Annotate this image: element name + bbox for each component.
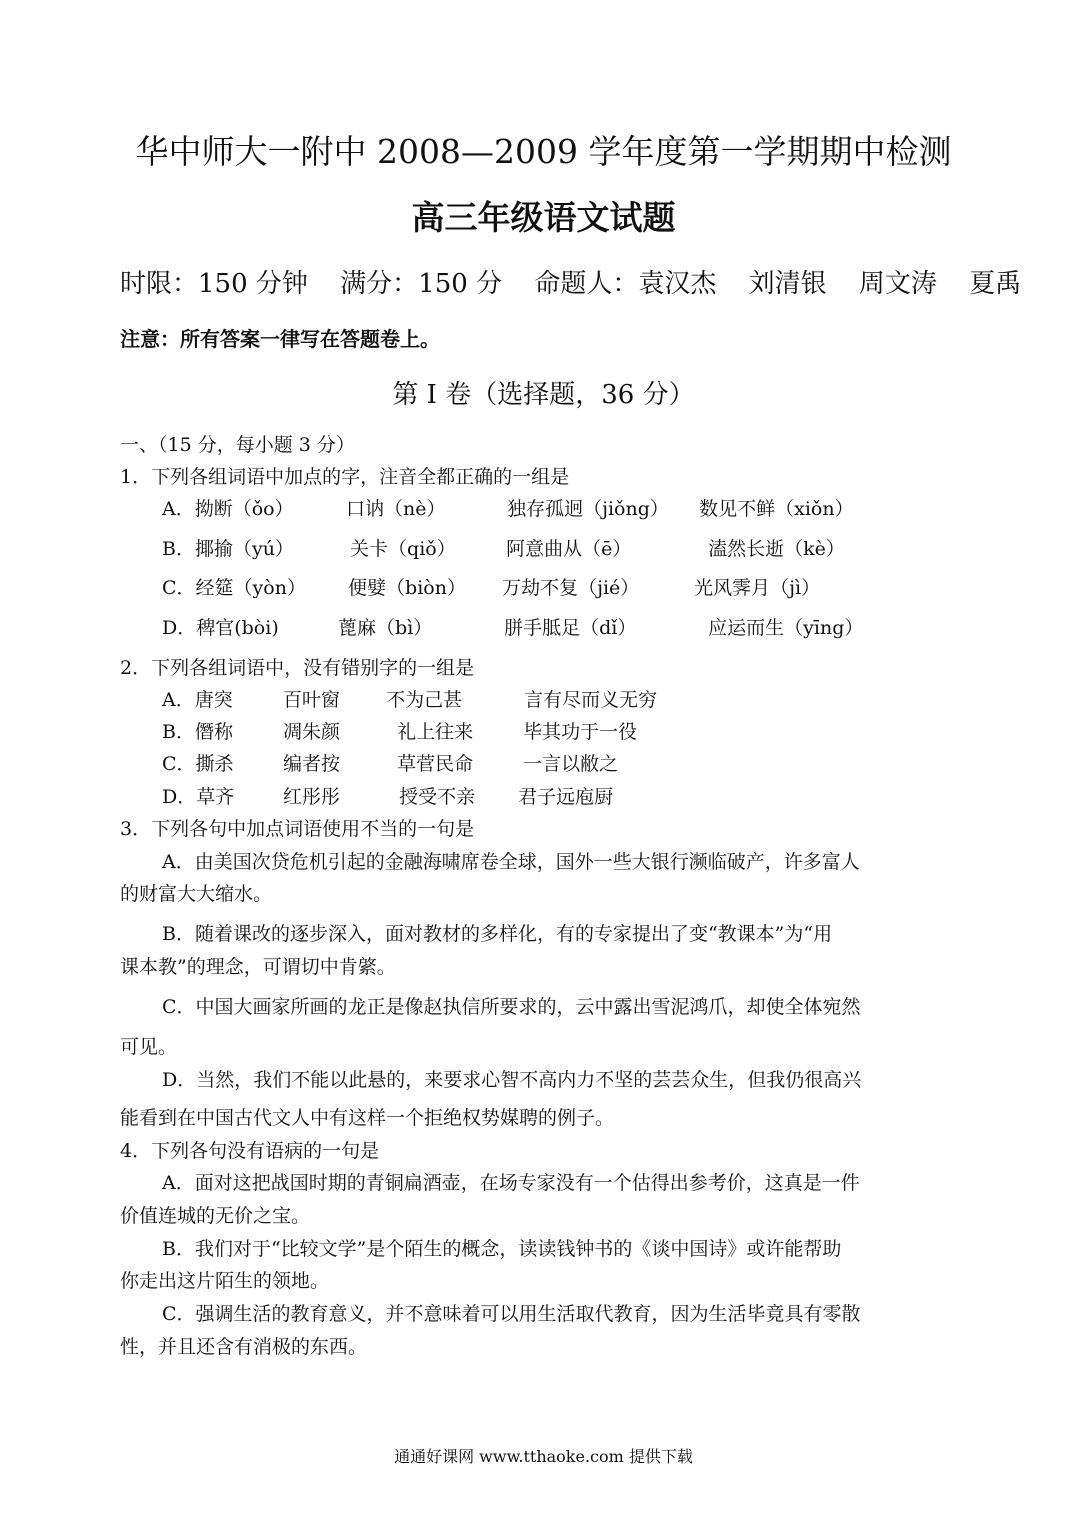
question-2-option-b [162, 719, 637, 745]
question-3-option-d-cont: 能看到在中国古代文人中有这样一个拒绝权势媒聘的例子。 [120, 1107, 615, 1129]
option-item: 编者按 [283, 753, 341, 775]
option-item: A．唐突 [162, 689, 233, 711]
question-2-option-a [162, 687, 657, 713]
question-2-option-c [162, 751, 618, 777]
answer-notice: 注意：所有答案一律写在答题卷上。 [120, 327, 440, 351]
author-name: 刘清银 [748, 269, 827, 299]
question-3-option-c-cont: 可见。 [120, 1036, 178, 1058]
option-item: 万劫不复（jié） [502, 577, 640, 599]
option-item: 草菅民命 [397, 753, 474, 775]
question-1-option-c [162, 575, 820, 601]
option-item: 蓖麻（bì） [338, 617, 433, 639]
question-4-option-b-cont: 你走出这片陌生的领地。 [120, 1270, 330, 1292]
question-4-stem: 4．下列各句没有语病的一句是 [120, 1140, 380, 1162]
option-item: 便嬖（biòn） [348, 577, 466, 599]
part-title: 第 I 卷（选择题，36 分） [392, 380, 695, 410]
option-item: 百叶窗 [283, 689, 341, 711]
question-1-option-a [162, 496, 854, 522]
time-limit: 时限：150 分钟 [120, 269, 308, 299]
option-item: 一言以敝之 [523, 753, 619, 775]
exam-subtitle: 高三年级语文试题 [411, 198, 676, 237]
option-item: 君子远庖厨 [518, 786, 614, 808]
question-3-option-a: A．由美国次贷危机引起的金融海啸席卷全球，国外一些大银行濒临破产，许多富人 [162, 851, 860, 873]
question-3-stem: 3．下列各句中加点词语使用不当的一句是 [120, 818, 475, 840]
option-item: 口讷（nè） [346, 498, 446, 520]
question-3-option-b: B．随着课改的逐步深入，面对教材的多样化，有的专家提出了变“教课本”为“用 [162, 923, 833, 945]
question-4-option-c: C．强调生活的教育意义，并不意味着可以用生活取代教育，因为生活毕竟具有零散 [162, 1303, 861, 1325]
option-item: B．揶揄（yú） [162, 538, 294, 560]
authors-label: 命题人：袁汉杰 [534, 269, 717, 299]
question-1-option-d [162, 615, 863, 641]
question-3-option-d: D．当然，我们不能以此悬的，来要求心智不高内力不坚的芸芸众生，但我仍很高兴 [162, 1069, 862, 1091]
option-item: 光风霁月（jì） [694, 577, 821, 599]
option-item: 凋朱颜 [283, 721, 341, 743]
exam-meta [120, 266, 1022, 302]
question-4-option-a: A．面对这把战国时期的青铜扁酒壶，在场专家没有一个估得出参考价，这真是一件 [162, 1172, 860, 1194]
option-item: C．经筵（yòn） [162, 577, 306, 599]
question-4-option-b: B．我们对于“比较文学”是个陌生的概念，读读钱钟书的《谈中国诗》或许能帮助 [162, 1238, 842, 1260]
option-item: 数见不鲜（xiǒn） [699, 498, 854, 520]
question-3-option-c: C．中国大画家所画的龙正是像赵执信所要求的，云中露出雪泥鸿爪，却使全体宛然 [162, 996, 861, 1018]
question-4-option-c-cont: 性，并且还含有消极的东西。 [120, 1336, 368, 1358]
option-item: 毕其功于一役 [523, 721, 638, 743]
question-2-stem: 2．下列各组词语中，没有错别字的一组是 [120, 657, 475, 679]
option-item: 关卡（qiǒ） [350, 538, 456, 560]
option-item: D．草齐 [162, 786, 235, 808]
question-1-stem: 1．下列各组词语中加点的字，注音全都正确的一组是 [120, 466, 570, 488]
option-item: 礼上往来 [397, 721, 474, 743]
question-1-option-b [162, 536, 845, 562]
question-3-option-b-cont: 课本教”的理念，可谓切中肯綮。 [120, 956, 396, 978]
option-item: 阿意曲从（ē） [506, 538, 632, 560]
question-2-option-d [162, 784, 613, 810]
author-name: 周文涛 [858, 269, 937, 299]
author-name: 夏禹 [969, 269, 1022, 299]
option-item: A．拗断（ǒo） [162, 498, 294, 520]
download-footer: 通通好课网 www.tthaoke.com 提供下载 [394, 1447, 693, 1466]
exam-title: 华中师大一附中 2008—2009 学年度第一学期期中检测 [135, 132, 952, 171]
option-item: 独存孤迥（jiǒng） [507, 498, 669, 520]
full-score: 满分：150 分 [340, 269, 503, 299]
option-item: 应运而生（yīng） [708, 617, 864, 639]
option-item: B．僭称 [162, 721, 233, 743]
option-item: 胼手胝足（dǐ） [504, 617, 637, 639]
option-item: C．撕杀 [162, 753, 234, 775]
option-item: 红彤彤 [283, 786, 341, 808]
section-heading: 一、（15 分，每小题 3 分） [120, 434, 355, 456]
option-item: D．稗官(bòi) [162, 617, 279, 639]
option-item: 授受不亲 [399, 786, 476, 808]
question-4-option-a-cont: 价值连城的无价之宝。 [120, 1205, 311, 1227]
option-item: 言有尽而义无穷 [524, 689, 658, 711]
option-item: 不为己甚 [386, 689, 463, 711]
option-item: 溘然长逝（kè） [708, 538, 845, 560]
question-3-option-a-cont: 的财富大大缩水。 [120, 883, 273, 905]
